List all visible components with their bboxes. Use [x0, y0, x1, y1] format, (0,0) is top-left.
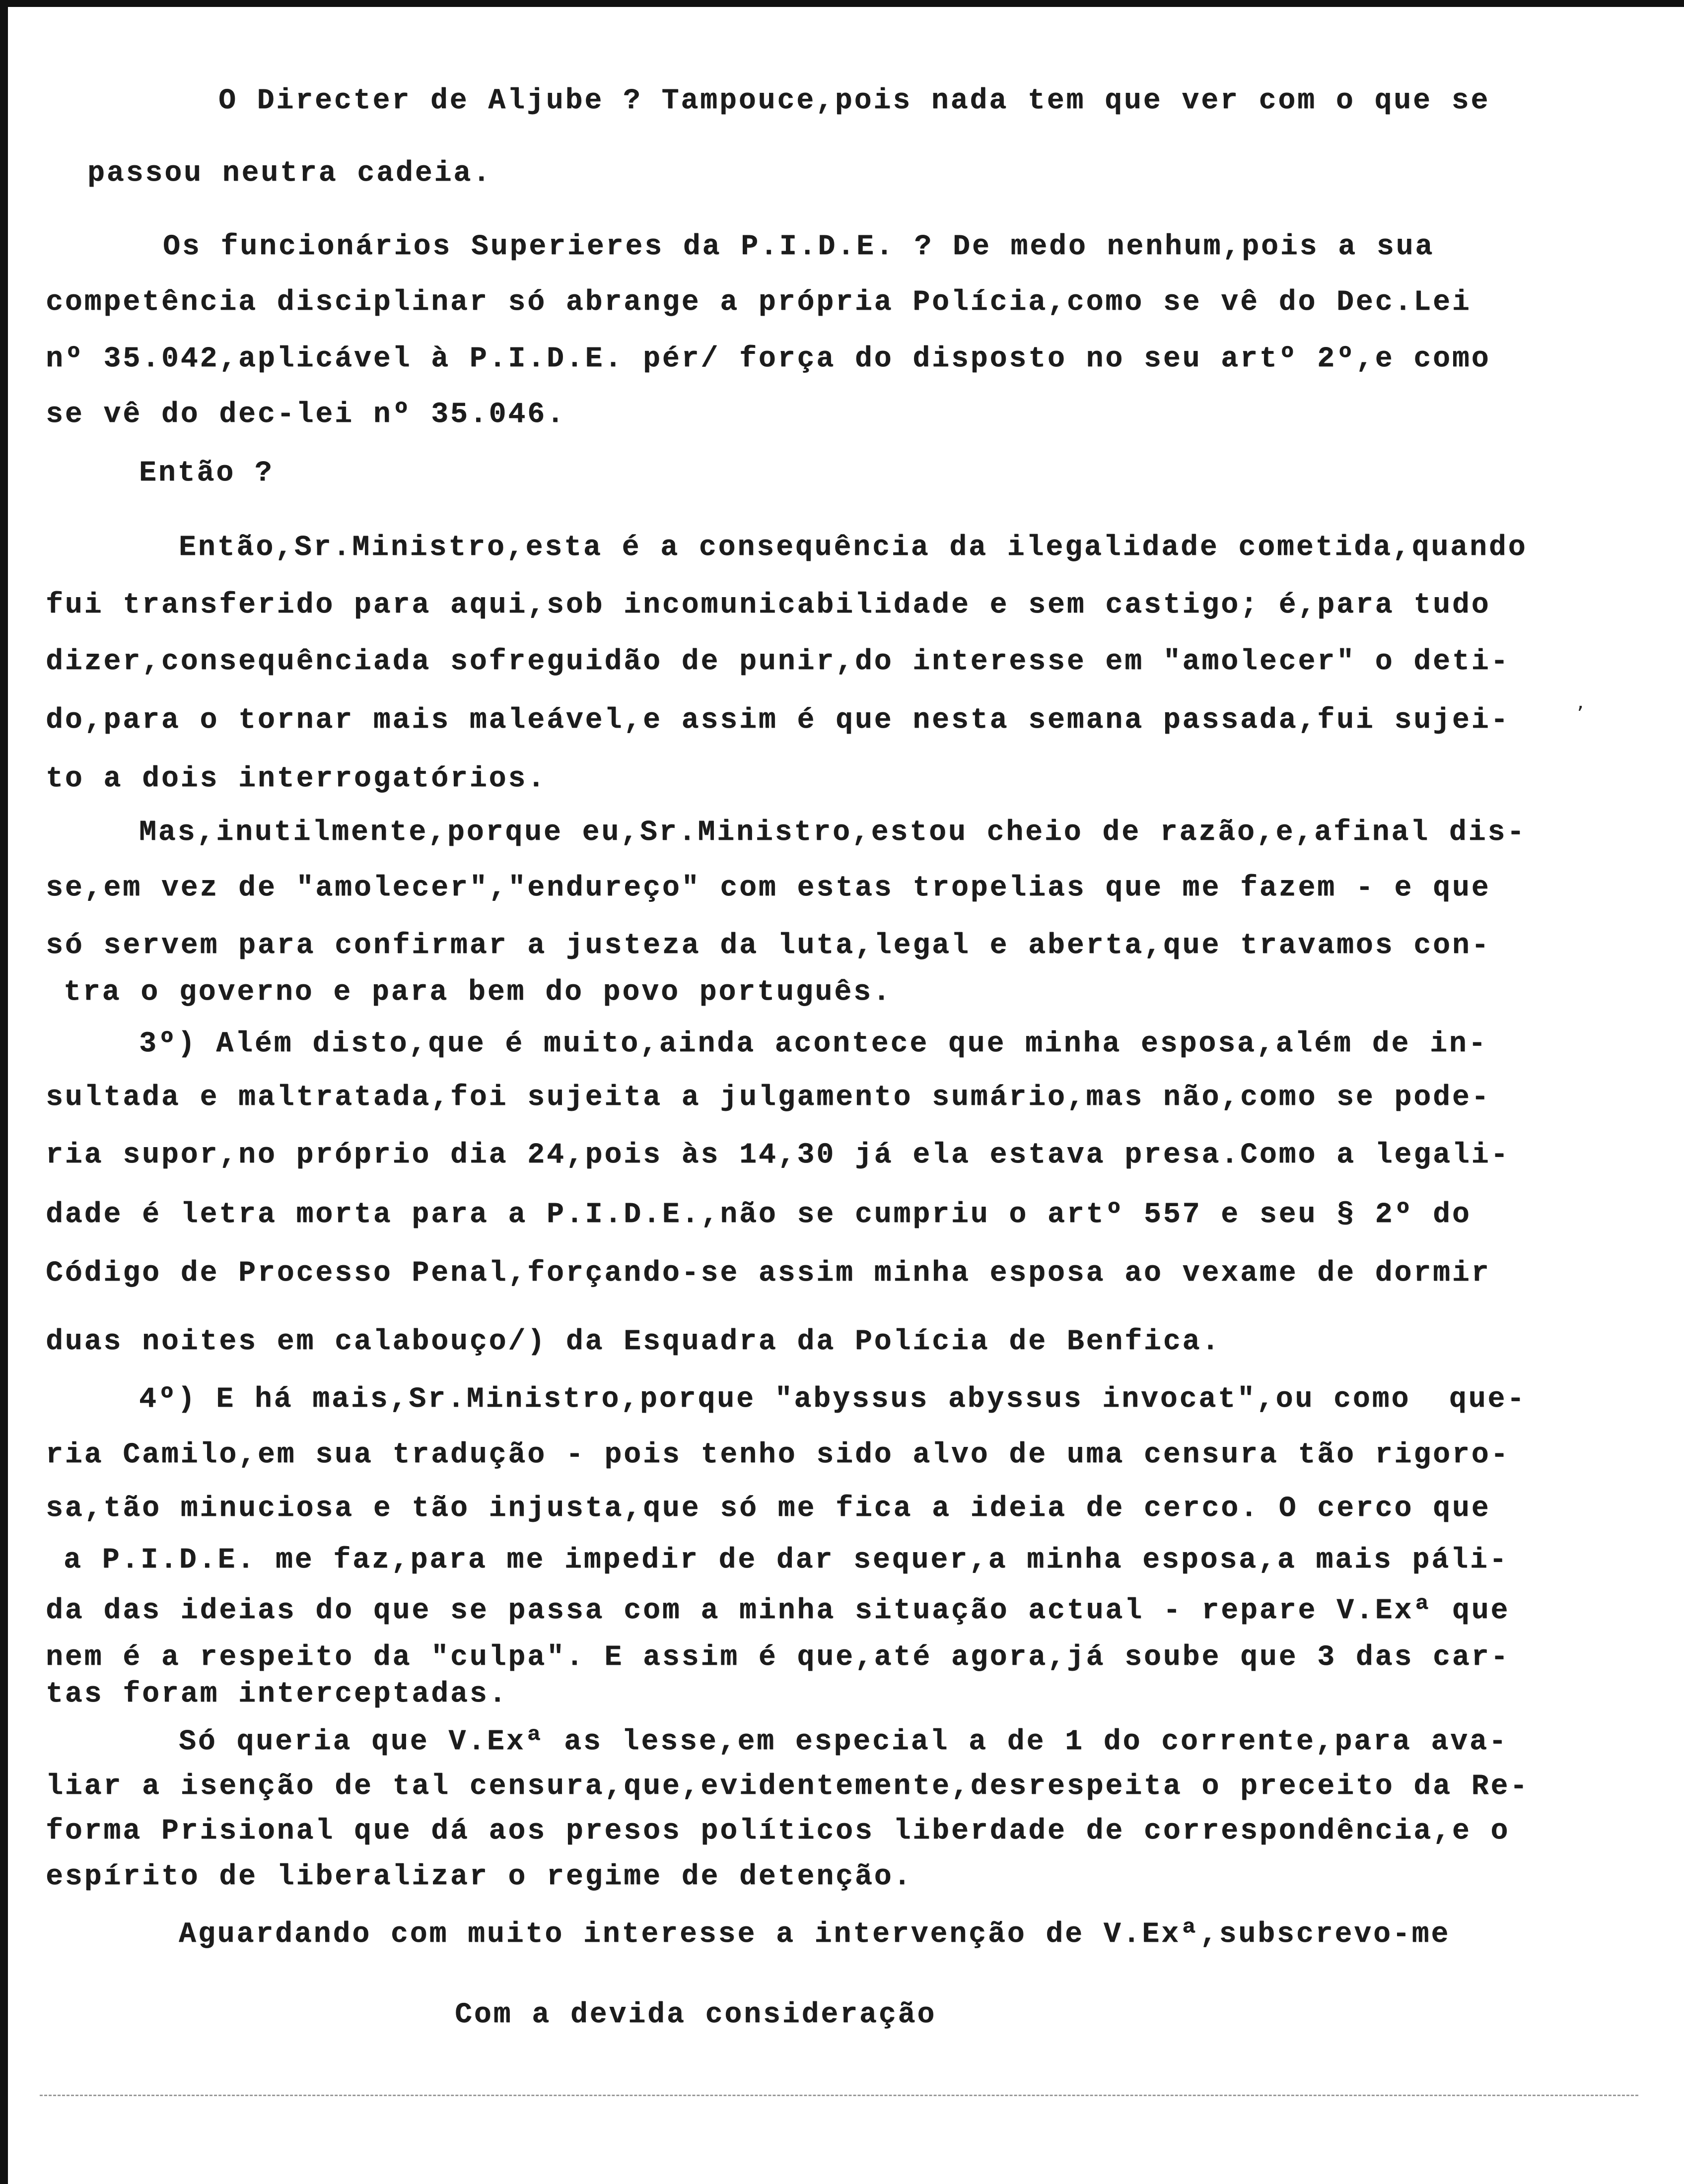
text-line: nem é a respeito da "culpa". E assim é que,até agora,já soube que 3 das car-: [46, 1641, 1510, 1674]
text-line: Código de Processo Penal,forçando-se assim minha esposa ao vexame de dormir: [46, 1257, 1491, 1290]
text-line: dizer,consequênciada sofreguidão de punir,do interesse em "amolecer" o deti-: [46, 646, 1510, 678]
text-line: to a dois interrogatórios.: [46, 763, 547, 795]
closing-line: Com a devida consideração: [455, 1999, 937, 2031]
text-line: se vê do dec-lei nº 35.046.: [46, 399, 566, 431]
text-line: competência disciplinar só abrange a própria Polícia,como se vê do Dec.Lei: [46, 286, 1472, 319]
text-line: espírito de liberalizar o regime de detenção.: [46, 1861, 913, 1893]
text-line: sultada e maltratada,foi sujeita a julgamento sumário,mas não,como se pode-: [46, 1082, 1491, 1114]
text-line: do,para o tornar mais maleável,e assim é que nesta semana passada,fui sujei-: [46, 704, 1510, 737]
text-line: tas foram interceptadas.: [46, 1678, 508, 1710]
text-line: sa,tão minuciosa e tão injusta,que só me fica a ideia de cerco. O cerco que: [46, 1493, 1491, 1525]
text-line: fui transferido para aqui,sob incomunicabilidade e sem castigo; é,para tudo: [46, 589, 1491, 621]
text-line: O Directer de Aljube ? Tampouce,pois nada tem que ver com o que se: [218, 85, 1490, 117]
page-top-border: [0, 0, 1684, 7]
text-line: se,em vez de "amolecer","endureço" com estas tropelias que me fazem - e que: [46, 872, 1491, 904]
stray-mark: ʼ: [1577, 702, 1584, 727]
text-line: liar a isenção de tal censura,que,evidentemente,desrespeita o preceito da Re-: [46, 1771, 1530, 1803]
text-line: tra o governo e para bem do povo português.: [64, 976, 892, 1009]
text-line: Então ?: [139, 457, 274, 489]
text-line: ria supor,no próprio dia 24,pois às 14,30 já ela estava presa.Como a legali-: [46, 1139, 1510, 1171]
text-line: Mas,inutilmente,porque eu,Sr.Ministro,estou cheio de razão,e,afinal dis-: [139, 817, 1527, 849]
bottom-dashed-rule: [40, 2095, 1638, 2096]
text-line: da das ideias do que se passa com a minha situação actual - repare V.Exª que: [46, 1595, 1510, 1627]
text-line: forma Prisional que dá aos presos políticos liberdade de correspondência,e o: [46, 1815, 1510, 1847]
text-line: dade é letra morta para a P.I.D.E.,não se cumpriu o artº 557 e seu § 2º do: [46, 1199, 1472, 1231]
text-line: Só queria que V.Exª as lesse,em especial a de 1 do corrente,para ava-: [179, 1726, 1508, 1758]
text-line: Então,Sr.Ministro,esta é a consequência da ilegalidade cometida,quando: [179, 532, 1528, 564]
text-line: nº 35.042,aplicável à P.I.D.E. pér/ força do disposto no seu artº 2º,e como: [46, 343, 1491, 375]
text-line: Os funcionários Superieres da P.I.D.E. ? De medo nenhum,pois a sua: [163, 231, 1435, 263]
text-line: a P.I.D.E. me faz,para me impedir de dar sequer,a minha esposa,a mais páli-: [64, 1544, 1509, 1576]
text-line: só servem para confirmar a justeza da luta,legal e aberta,que travamos con-: [46, 930, 1491, 962]
page-left-border: [0, 0, 8, 2184]
text-line: 3º) Além disto,que é muito,ainda acontece que minha esposa,além de in-: [139, 1028, 1488, 1060]
typewritten-letter-page: [8, 7, 1684, 2184]
text-line: 4º) E há mais,Sr.Ministro,porque "abyssus abyssus invocat",ou como que-: [139, 1383, 1527, 1416]
text-line: passou neutra cadeia.: [87, 157, 492, 190]
text-line: ria Camilo,em sua tradução - pois tenho sido alvo de uma censura tão rigoro-: [46, 1439, 1510, 1471]
text-line: Aguardando com muito interesse a intervenção de V.Exª,subscrevo-me: [179, 1918, 1451, 1951]
text-line: duas noites em calabouço/) da Esquadra da Polícia de Benfica.: [46, 1326, 1221, 1358]
